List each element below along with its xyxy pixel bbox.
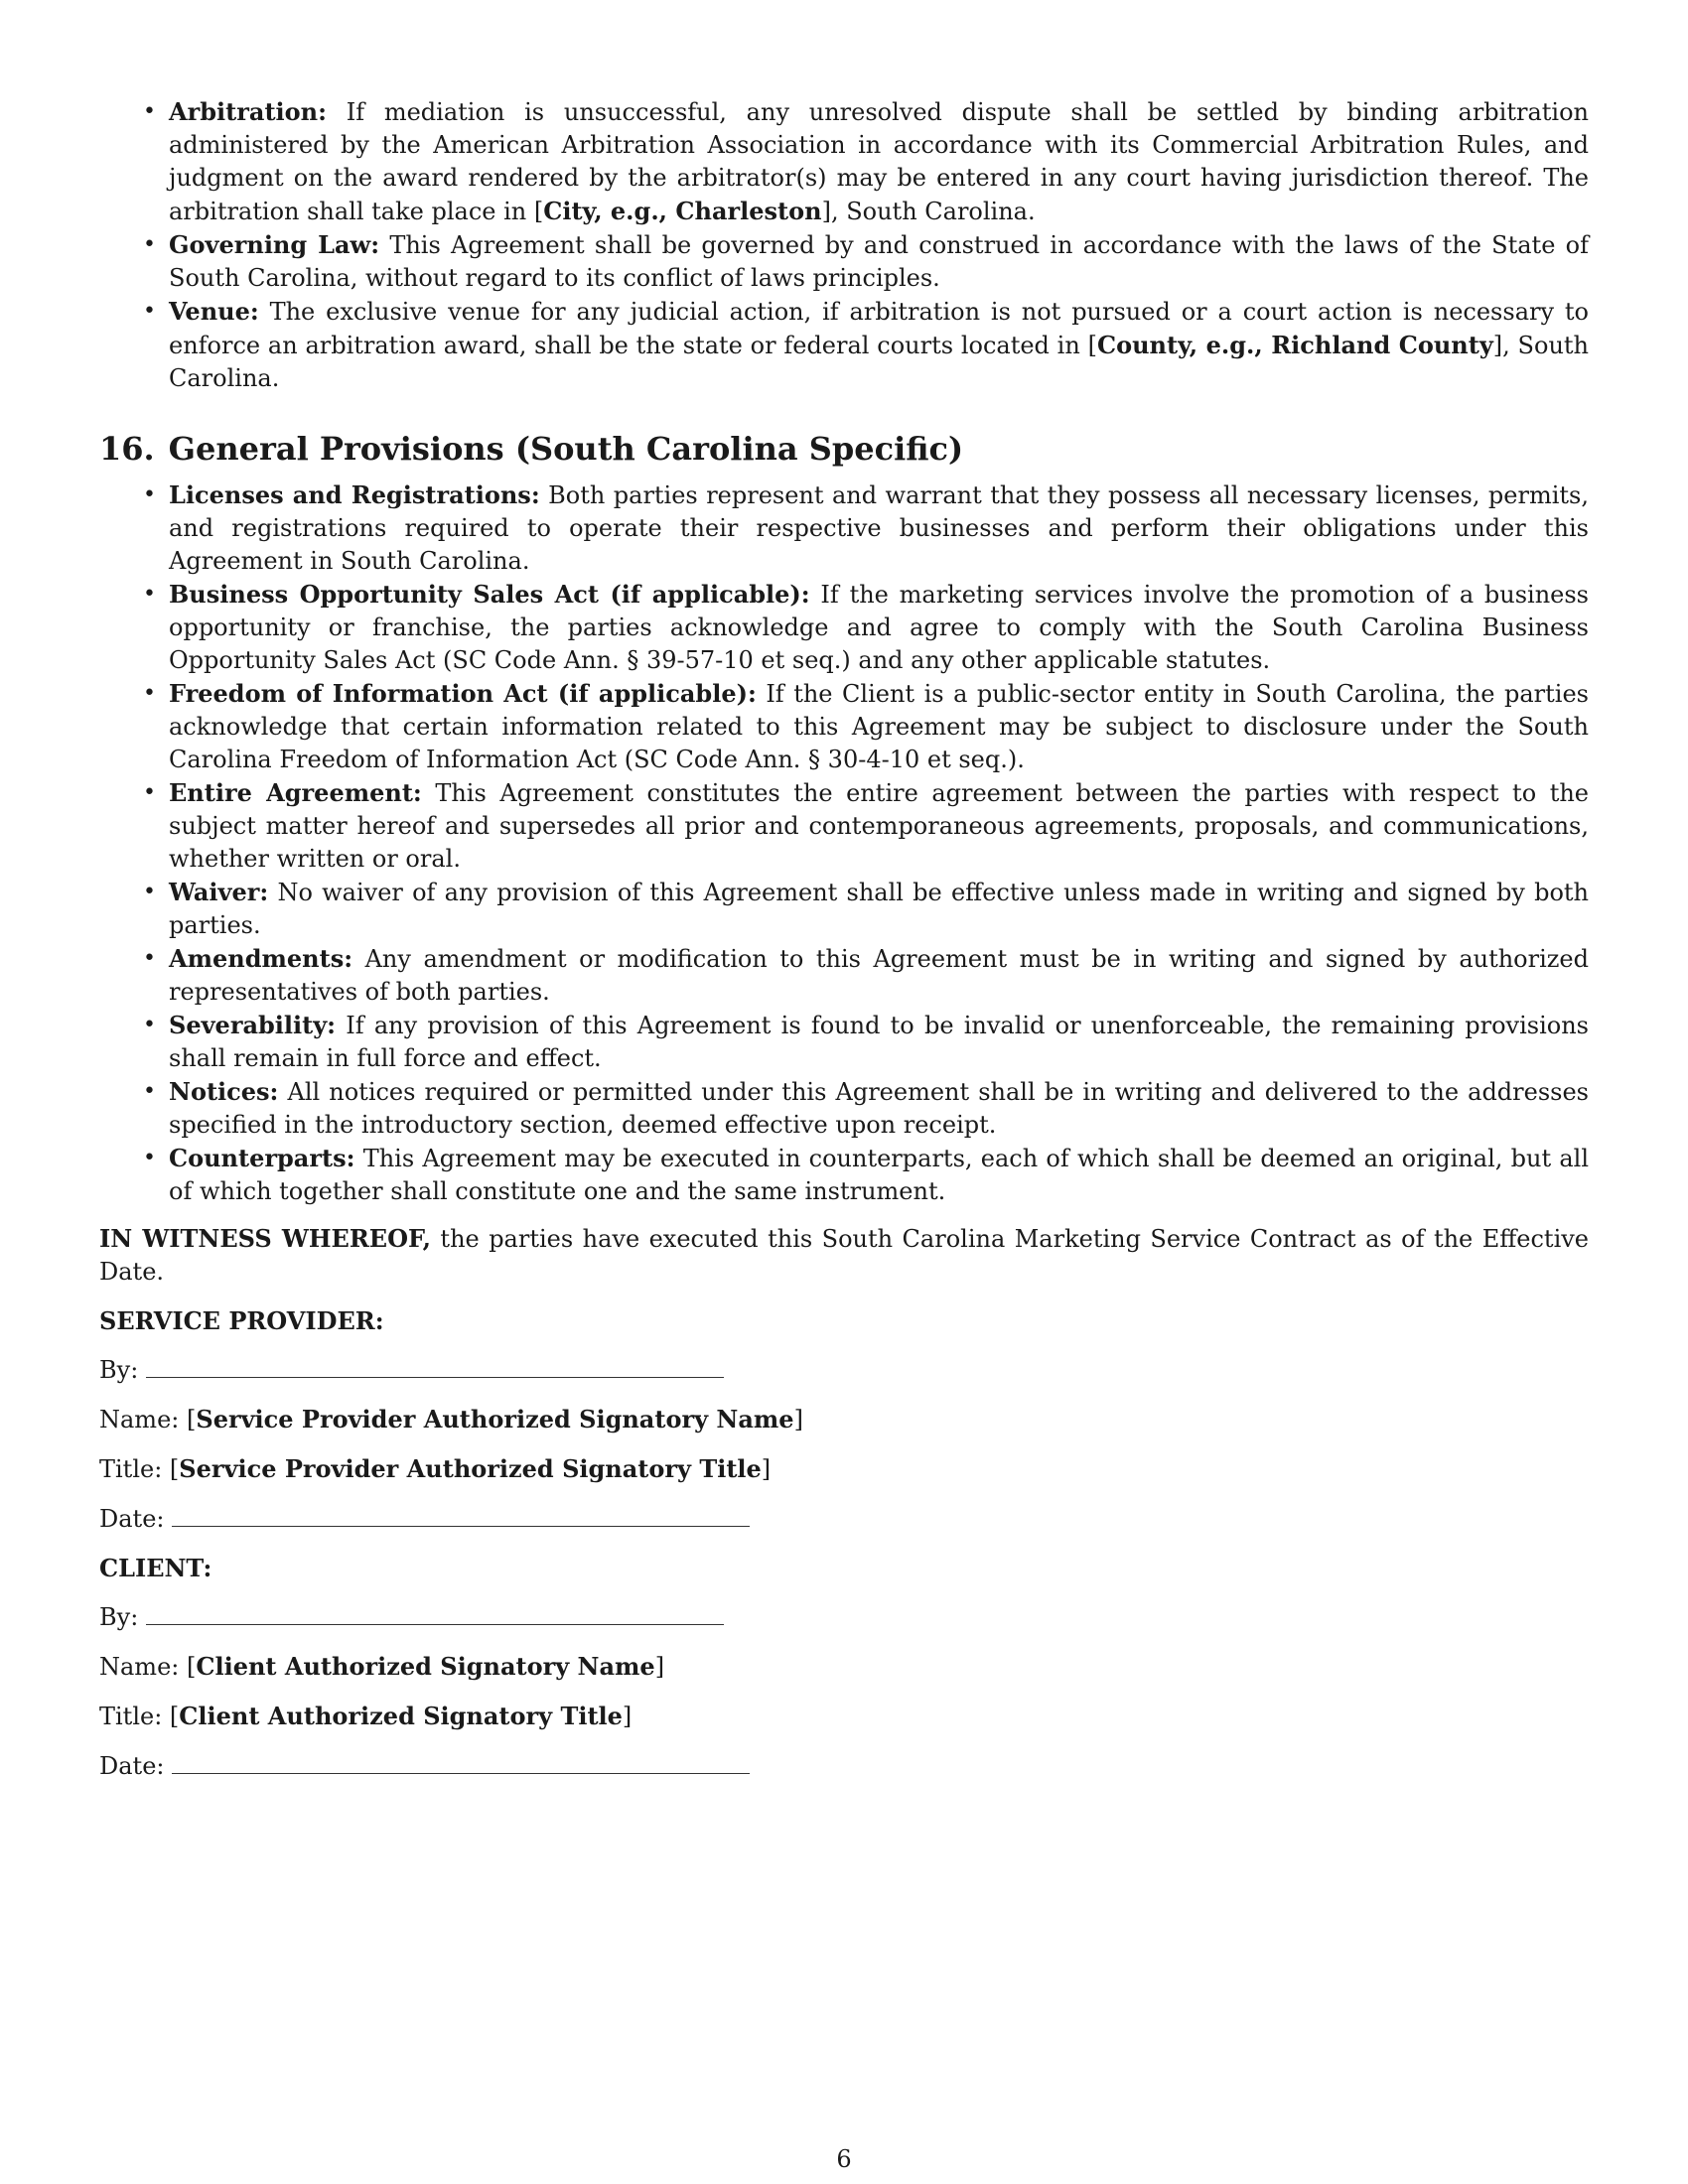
witness-text: the parties have executed this South Carolina Marketing Service Contract as of the Effective Date.: [99, 1225, 1589, 1286]
item-label: Business Opportunity Sales Act (if applicable):: [169, 580, 810, 609]
item-text: Both parties represent and warrant that they possess all necessary licenses, permits, and registrations required to operate their respective businesses and perform their obligations under this Agreement in South Carolina.: [169, 481, 1589, 575]
title-label: Title:: [99, 1703, 163, 1730]
list-item-governing-law: [99, 228, 1589, 295]
by-label: By:: [99, 1356, 139, 1384]
client-title-placeholder: Client Authorized Signatory Title: [179, 1702, 623, 1730]
item-label: Waiver:: [169, 878, 269, 906]
item-text: This Agreement may be executed in counterparts, each of which shall be deemed an original, but all of which together shall constitute one and the same instrument.: [169, 1145, 1589, 1205]
signature-field[interactable]: [146, 1353, 724, 1378]
witness-lead: IN WITNESS WHEREOF,: [99, 1224, 431, 1253]
item-text: If the Client is a public-sector entity in South Carolina, the parties acknowledge that certain information related to this Agreement may be subject to disclosure under the South Carolina Freedom of Information Act (SC Code Ann. § 30-4-10 et seq.).: [169, 680, 1589, 773]
item-label: Counterparts:: [169, 1144, 355, 1172]
bullet-icon: •: [143, 299, 156, 324]
date-label: Date:: [99, 1505, 165, 1533]
item-text: Any amendment or modification to this Agreement must be in writing and signed by authorized representatives of both parties.: [169, 945, 1589, 1006]
title-label: Title:: [99, 1455, 163, 1483]
client-name-placeholder: Client Authorized Signatory Name: [196, 1652, 655, 1681]
item-text: The exclusive venue for any judicial action, if arbitration is not pursued or a court action is necessary to enforce an arbitration award, shall be the state or federal courts located in [: [169, 298, 1589, 359]
item-label: Severability:: [169, 1011, 337, 1039]
client-title-line: Title: [Client Authorized Signatory Title]: [99, 1702, 633, 1730]
item-label: Arbitration:: [169, 97, 327, 126]
item-placeholder: County, e.g., Richland County: [1096, 331, 1493, 359]
section-15-list: [99, 95, 1589, 395]
bullet-icon: •: [143, 1013, 156, 1037]
provider-heading: SERVICE PROVIDER:: [99, 1306, 384, 1335]
date-field[interactable]: [172, 1749, 750, 1774]
provider-by-line: [99, 1353, 1589, 1387]
section-16-list: [99, 478, 1589, 1208]
bullet-icon: •: [143, 880, 156, 904]
section-number: 16.: [99, 430, 155, 468]
bullet-icon: •: [143, 946, 156, 971]
provider-title-line: Title: [Service Provider Authorized Signatory Title]: [99, 1454, 772, 1483]
item-label: Notices:: [169, 1077, 279, 1106]
item-label: Governing Law:: [169, 230, 380, 259]
bullet-icon: •: [143, 1146, 156, 1170]
list-item-amendments: [99, 942, 1589, 1009]
item-text: This Agreement constitutes the entire agreement between the parties with respect to the subject matter hereof and supersedes all prior and contemporaneous agreements, proposals, and communications, whether written or oral.: [169, 779, 1589, 873]
item-text: All notices required or permitted under this Agreement shall be in writing and delivered to the addresses specified in the introductory section, deemed effective upon receipt.: [169, 1078, 1589, 1139]
provider-title-placeholder: Service Provider Authorized Signatory Title: [179, 1454, 762, 1483]
section-title: General Provisions (South Carolina Specific): [168, 430, 964, 468]
bullet-icon: •: [143, 780, 156, 805]
item-label: Amendments:: [169, 944, 353, 973]
item-text: If mediation is unsuccessful, any unresolved dispute shall be settled by binding arbitration administered by the American Arbitration Association in accordance with its Commercial Arbitration Rules, and judgment on the award rendered by the arbitrator(s) may be entered in any court having jurisdiction thereof. The arbitration shall take place in [: [169, 98, 1589, 225]
list-item-entire-agreement: [99, 776, 1589, 876]
bullet-icon: •: [143, 1079, 156, 1104]
by-label: By:: [99, 1603, 139, 1631]
provider-name-placeholder: Service Provider Authorized Signatory Name: [196, 1405, 794, 1433]
bullet-icon: •: [143, 232, 156, 257]
bullet-icon: •: [143, 582, 156, 607]
list-item-business-opportunity: [99, 578, 1589, 677]
item-label: Venue:: [169, 297, 259, 326]
date-label: Date:: [99, 1752, 165, 1780]
provider-name-line: Name: [Service Provider Authorized Signatory Name]: [99, 1405, 803, 1433]
client-date-line: [99, 1749, 1589, 1783]
provider-date-line: [99, 1502, 1589, 1536]
item-text: ], South Carolina.: [821, 198, 1036, 225]
item-text: ], South Carolina.: [169, 332, 1590, 392]
bullet-icon: •: [143, 482, 156, 507]
list-item-arbitration: [99, 95, 1589, 228]
witness-statement: [99, 1222, 1589, 1289]
item-label: Entire Agreement:: [169, 778, 422, 807]
item-text: No waiver of any provision of this Agreement shall be effective unless made in writing and signed by both parties.: [169, 879, 1589, 939]
list-item-foia: [99, 677, 1589, 776]
list-item-notices: [99, 1075, 1589, 1142]
list-item-severability: [99, 1009, 1589, 1075]
name-label: Name:: [99, 1406, 180, 1433]
client-by-line: [99, 1600, 1589, 1634]
document-page: [99, 95, 1589, 1783]
item-placeholder: City, e.g., Charleston: [543, 197, 822, 225]
name-label: Name:: [99, 1653, 180, 1681]
item-text: If any provision of this Agreement is found to be invalid or unenforceable, the remaining provisions shall remain in full force and effect.: [169, 1012, 1589, 1072]
item-text: If the marketing services involve the promotion of a business opportunity or franchise, the parties acknowledge and agree to comply with the South Carolina Business Opportunity Sales Act (SC Code Ann. § 39-57-10 et seq.) and any other applicable statutes.: [169, 581, 1590, 674]
item-label: Licenses and Registrations:: [169, 480, 540, 509]
signature-field[interactable]: [146, 1600, 724, 1625]
page-number: 6: [836, 2145, 852, 2173]
bullet-icon: •: [143, 99, 156, 124]
section-16-heading: [99, 429, 1589, 469]
date-field[interactable]: [172, 1502, 750, 1527]
list-item-licenses: [99, 478, 1589, 578]
list-item-waiver: [99, 876, 1589, 942]
item-label: Freedom of Information Act (if applicable):: [169, 679, 757, 708]
item-text: This Agreement shall be governed by and construed in accordance with the laws of the State of South Carolina, without regard to its conflict of laws principles.: [169, 231, 1589, 292]
list-item-venue: [99, 295, 1589, 395]
client-heading: CLIENT:: [99, 1554, 212, 1582]
bullet-icon: •: [143, 681, 156, 706]
list-item-counterparts: [99, 1142, 1589, 1208]
client-name-line: Name: [Client Authorized Signatory Name]: [99, 1652, 665, 1681]
